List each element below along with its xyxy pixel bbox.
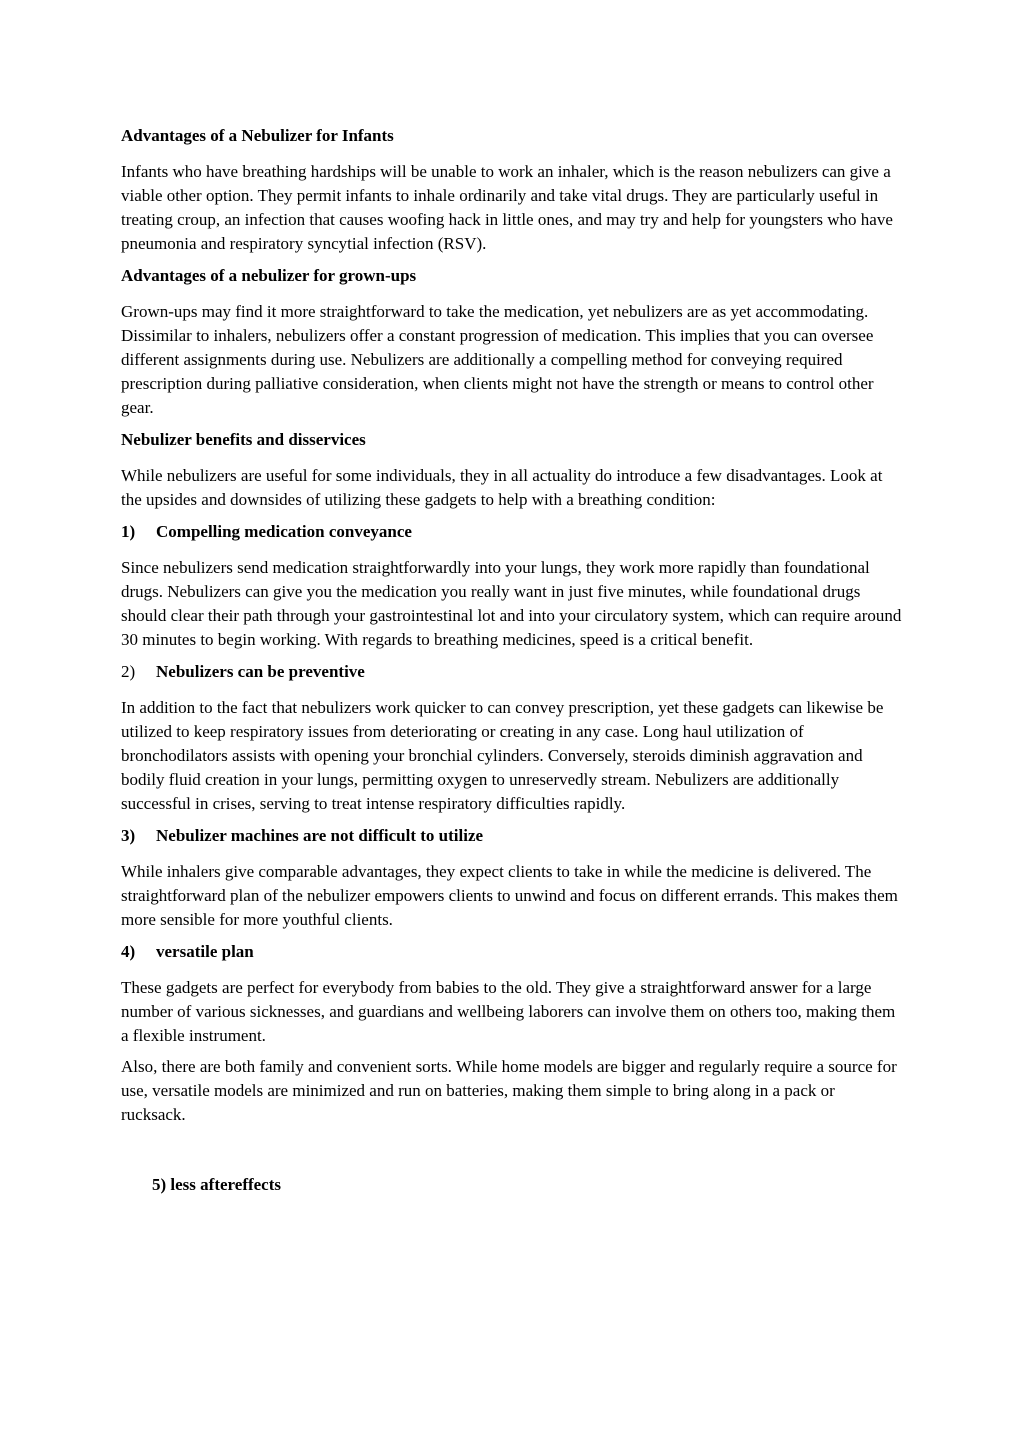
section-heading-benefits: Nebulizer benefits and disservices (121, 430, 366, 449)
paragraph-adults: Grown-ups may find it more straightforward to take the medication, yet nebulizers are as yet accommodating. Dissimilar to inhalers, nebulizers offer a constant progression of medication. This implies that you can oversee different assignments during use. Nebulizers are additionally a compelling method for conveying required prescription during palliative consideration, when clients might not have the strength or means to control other gear. (121, 302, 874, 417)
list-item-heading-1 (121, 520, 903, 544)
document-page (121, 124, 903, 1197)
list-title-2: Nebulizers can be preventive (156, 662, 365, 681)
list-item-heading-4 (121, 940, 903, 964)
list-item-heading-2 (121, 660, 903, 684)
paragraph-infants: Infants who have breathing hardships will be unable to work an inhaler, which is the reason nebulizers can give a viable other option. They permit infants to inhale ordinarily and take vital drugs. They are particularly useful in treating croup, an infection that causes woofing hack in little ones, and may try and help for youngsters who have pneumonia and respiratory syncytial infection (RSV). (121, 162, 893, 253)
paragraph-item-4a: These gadgets are perfect for everybody from babies to the old. They give a straightforward answer for a large number of various sicknesses, and guardians and wellbeing laborers can involve them on others too, making them a flexible instrument. (121, 978, 896, 1045)
paragraph-item-1: Since nebulizers send medication straightforwardly into your lungs, they work more rapidly than foundational drugs. Nebulizers can give you the medication you really want in just five minutes, while foundational drugs should clear their path through your gastrointestinal lot and into your circulatory system, which can require around 30 minutes to begin working. With regards to breathing medicines, speed is a critical benefit. (121, 558, 902, 649)
paragraph-item-3: While inhalers give comparable advantages, they expect clients to take in while the medicine is delivered. The straightforward plan of the nebulizer empowers clients to unwind and focus on different errands. This makes them more sensible for more youthful clients. (121, 862, 898, 929)
paragraph-item-2: In addition to the fact that nebulizers work quicker to can convey prescription, yet these gadgets can likewise be utilized to keep respiratory issues from deteriorating or creating in any case. Long haul utilization of bronchodilators assists with opening your bronchial cylinders. Conversely, steroids diminish aggravation and bodily fluid creation in your lungs, permitting oxygen to unreservedly stream. Nebulizers are additionally successful in crises, serving to treat intense respiratory difficulties rapidly. (121, 698, 884, 813)
list-number-2: 2) (121, 662, 136, 681)
list-item-heading-3 (121, 824, 903, 848)
list-number-4: 4) (121, 942, 136, 961)
list-title-1: Compelling medication conveyance (156, 522, 412, 541)
list-number-1: 1) (121, 522, 136, 541)
section-heading-infants: Advantages of a Nebulizer for Infants (121, 126, 394, 145)
list-number-3: 3) (121, 826, 136, 845)
section-heading-adults: Advantages of a nebulizer for grown-ups (121, 266, 417, 285)
paragraph-benefits: While nebulizers are useful for some individuals, they in all actuality do introduce a few disadvantages. Look at the upsides and downsides of utilizing these gadgets to help with a breathing condition: (121, 466, 883, 509)
list-title-4: versatile plan (156, 942, 254, 961)
paragraph-item-4b: Also, there are both family and convenient sorts. While home models are bigger and regularly require a source for use, versatile models are minimized and run on batteries, making them simple to bring along in a pack or rucksack. (121, 1057, 897, 1124)
list-heading-5: 5) less aftereffects (152, 1175, 282, 1194)
list-title-3: Nebulizer machines are not difficult to utilize (156, 826, 484, 845)
